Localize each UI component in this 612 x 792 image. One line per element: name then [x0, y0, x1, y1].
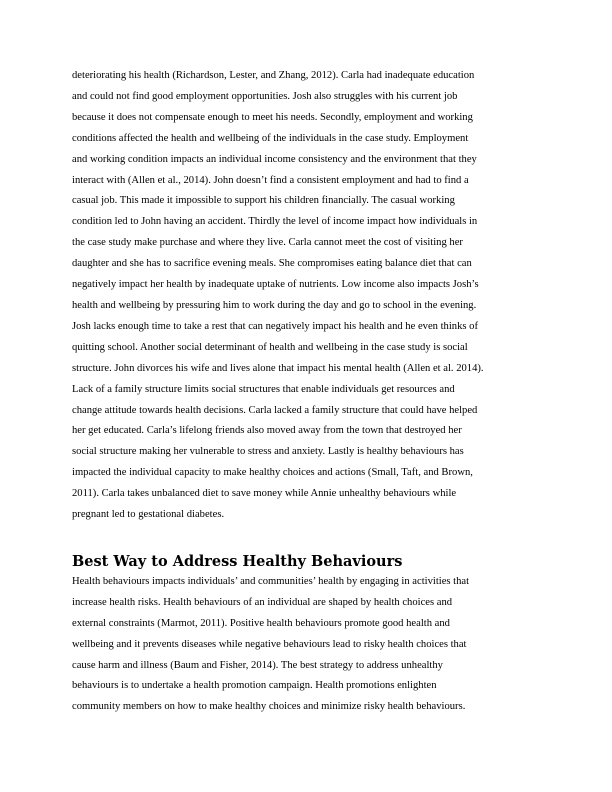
text-line: Lack of a family structure limits social structures that enable individuals get resources and: [72, 383, 455, 395]
text-line: structure. John divorces his wife and lives alone that impact his mental health (Allen et al. 2014).: [72, 362, 484, 374]
text-line: quitting school. Another social determinant of health and wellbeing in the case study is social: [72, 341, 468, 353]
text-line: cause harm and illness (Baum and Fisher, 2014). The best strategy to address unhealthy: [72, 659, 443, 671]
text-line: and could not find good employment opportunities. Josh also struggles with his current job: [72, 90, 458, 102]
text-line: behaviours is to undertake a health promotion campaign. Health promotions enlighten: [72, 680, 437, 692]
text-line: 2011). Carla takes unbalanced diet to save money while Annie unhealthy behaviours while: [72, 488, 457, 500]
text-line: and working condition impacts an individual income consistency and the environment that they: [72, 153, 477, 165]
text-line: health and wellbeing by pressuring him to work during the day and go to school in the evening.: [72, 299, 477, 311]
text-line: community members on how to make healthy choices and minimize risky health behaviours.: [72, 701, 466, 713]
text-line: social structure making her vulnerable to stress and anxiety. Lastly is healthy behaviours has: [72, 446, 464, 458]
text-line: impacted the individual capacity to make healthy choices and actions (Small, Taft, and Brown,: [72, 467, 473, 479]
text-line: daughter and she has to sacrifice evening meals. She compromises eating balance diet that can: [72, 258, 472, 270]
text-line: conditions affected the health and wellbeing of the individuals in the case study. Employment: [72, 132, 469, 144]
text-line: deteriorating his health (Richardson, Lester, and Zhang, 2012). Carla had inadequate education: [72, 70, 475, 81]
text-line: negatively impact her health by inadequate uptake of nutrients. Low income also impacts Josh’s: [72, 279, 479, 291]
text-line: her get educated. Carla’s lifelong friends also moved away from the town that destroyed her: [72, 425, 462, 437]
text-line: interact with (Allen et al., 2014). John doesn’t find a consistent employment and had to find a: [72, 174, 469, 186]
text-line: Health behaviours impacts individuals’ and communities’ health by engaging in activities that: [72, 575, 470, 587]
text-line: change attitude towards health decisions. Carla lacked a family structure that could have helped: [72, 404, 478, 416]
section-heading: Best Way to Address Healthy Behaviours: [72, 552, 403, 570]
text-line: pregnant led to gestational diabetes.: [72, 509, 225, 521]
document-page: [72, 66, 546, 718]
text-line: casual job. This made it impossible to support his children financially. The casual working: [72, 195, 455, 207]
text-line: external constraints (Marmot, 2011). Positive health behaviours promote good health and: [72, 617, 450, 629]
text-line: because it does not compensate enough to meet his needs. Secondly, employment and working: [72, 111, 473, 123]
text-line: the case study make purchase and where they live. Carla cannot meet the cost of visiting her: [72, 237, 463, 249]
text-line: condition led to John having an accident. Thirdly the level of income impact how individuals in: [72, 216, 478, 228]
body-paragraph-1: [72, 66, 546, 526]
text-line: Josh lacks enough time to take a rest that can negatively impact his health and he even thinks of: [72, 320, 478, 332]
text-line: wellbeing and it prevents diseases while negative behaviours lead to risky health choices that: [72, 638, 467, 650]
body-paragraph-2: [72, 572, 546, 718]
text-line: increase health risks. Health behaviours of an individual are shaped by health choices and: [72, 596, 453, 608]
